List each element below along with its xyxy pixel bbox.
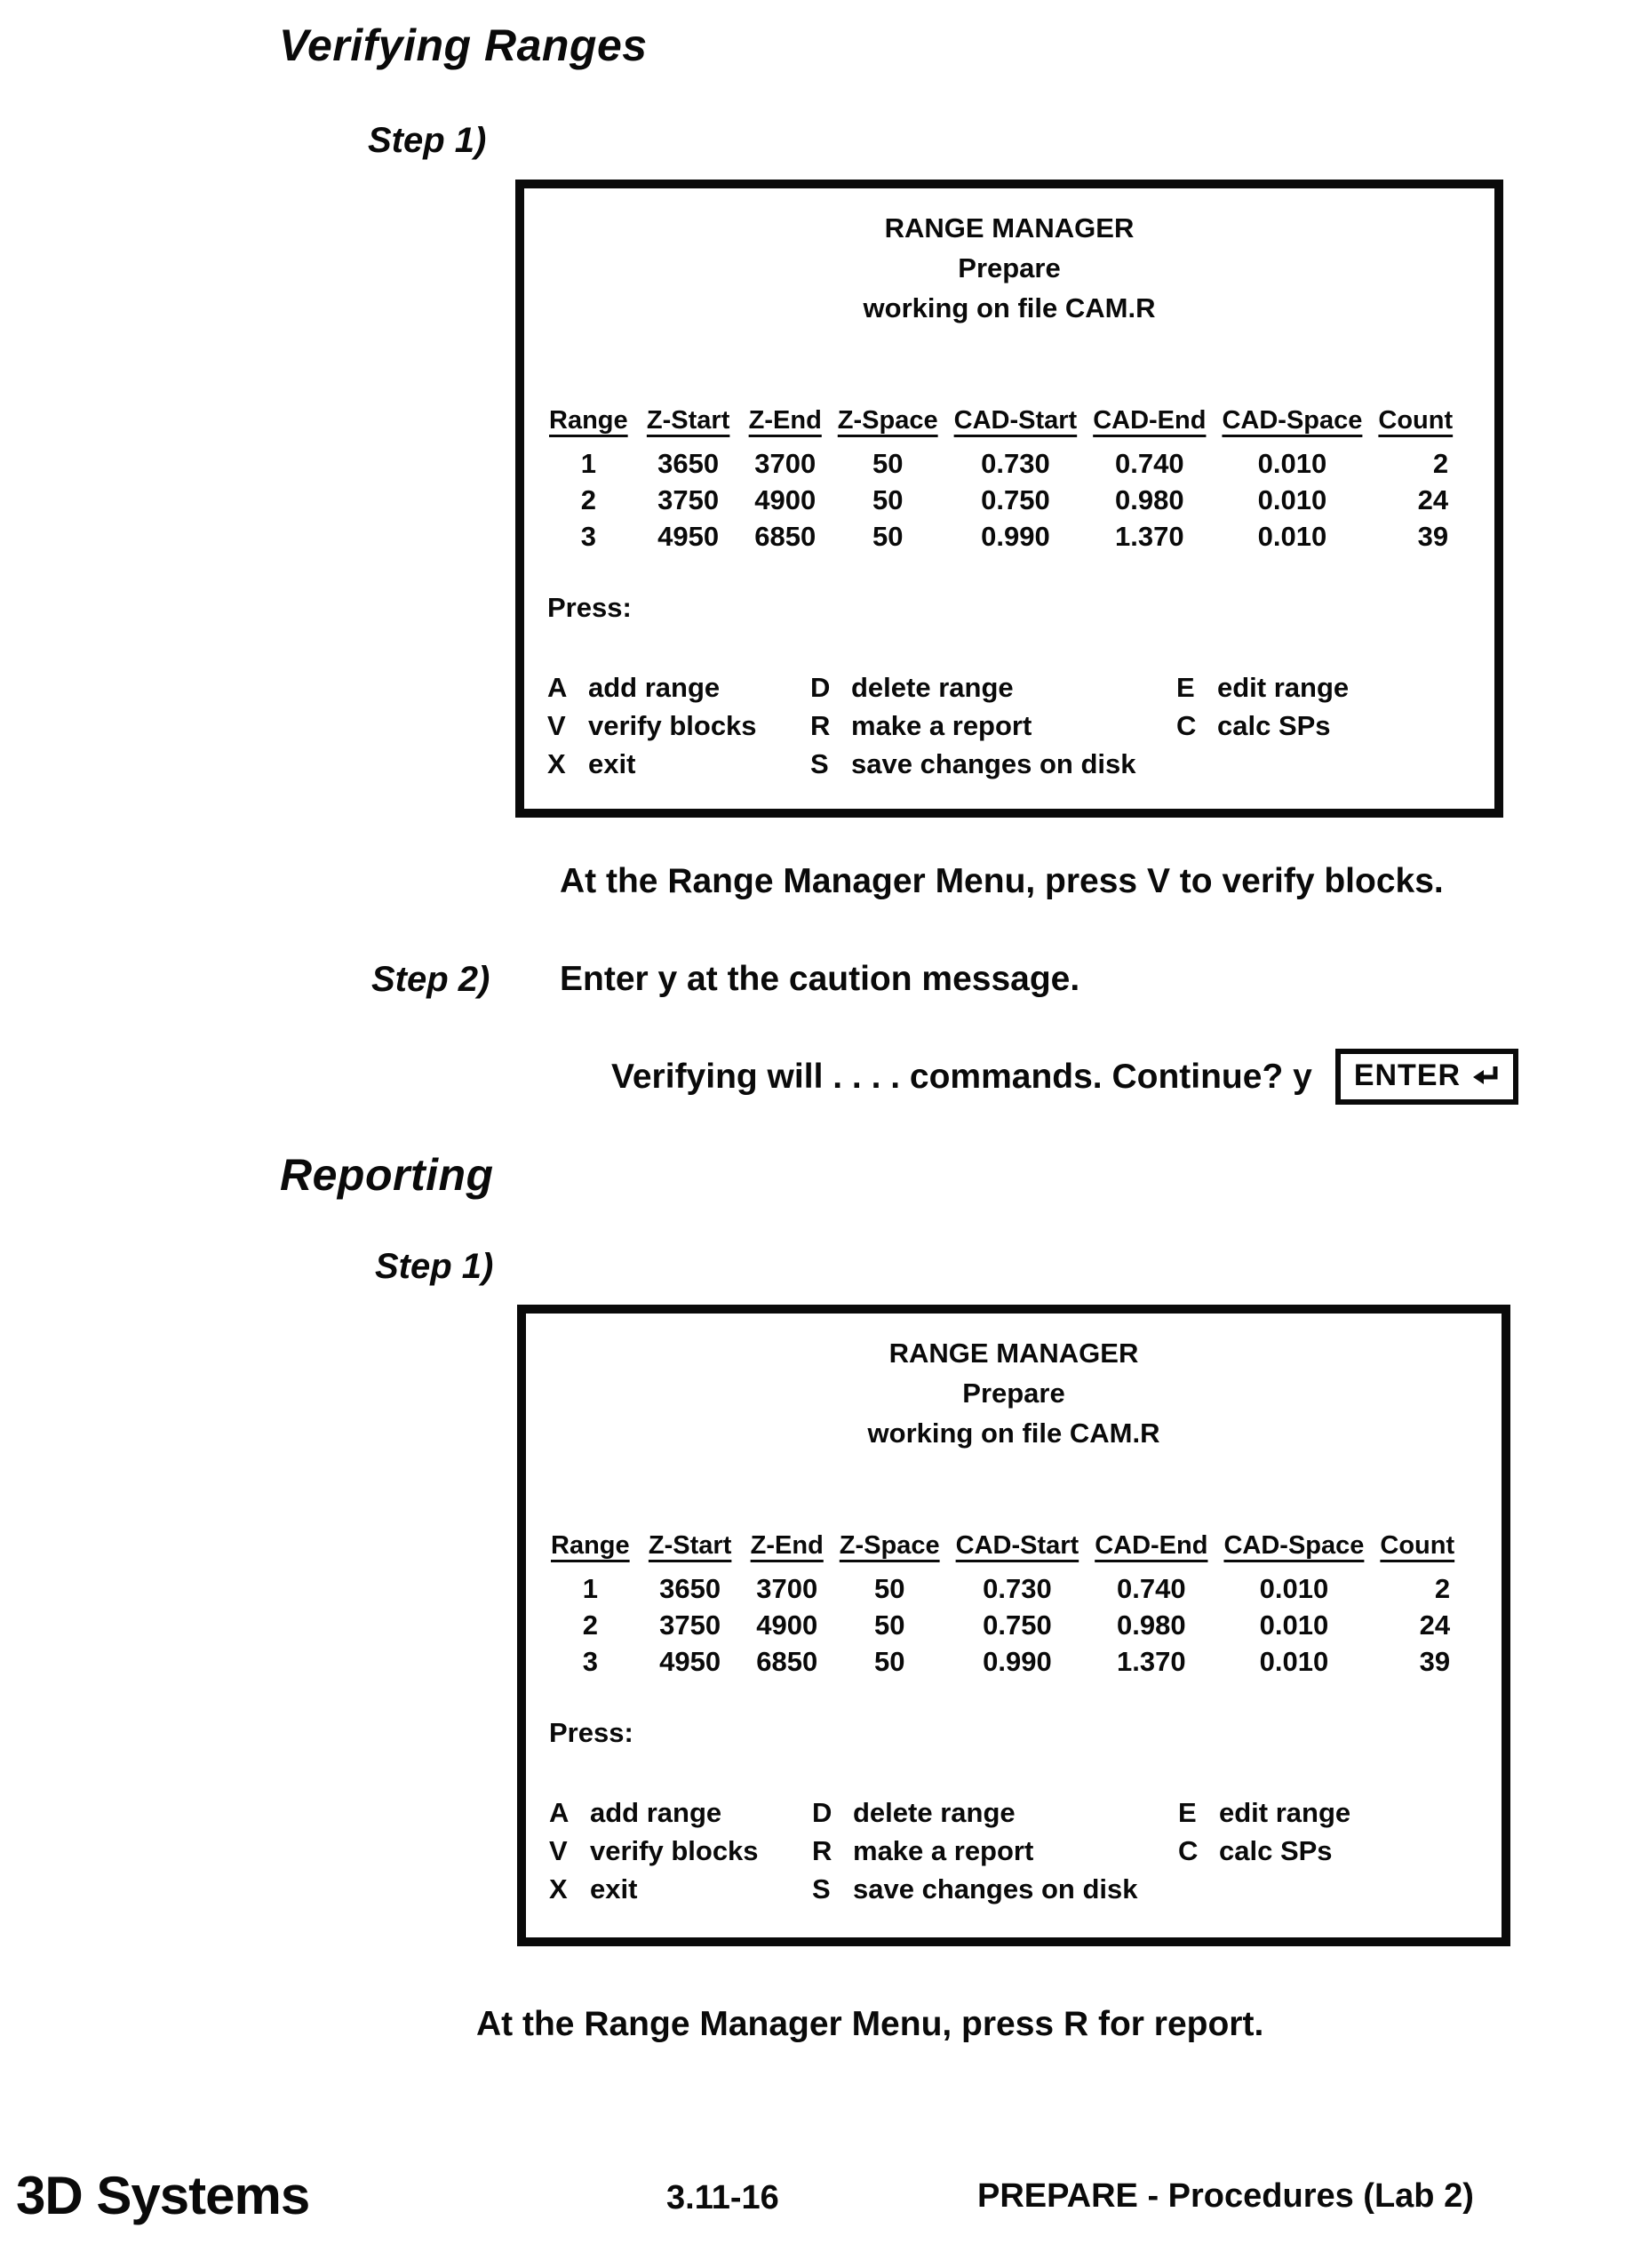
menu-key: R <box>810 710 831 741</box>
menu-item-exit <box>547 745 810 783</box>
menu-key: X <box>547 748 566 779</box>
screen-title <box>526 1314 1502 1453</box>
table-cell: 3650 <box>657 447 720 479</box>
range-manager-screen-1 <box>515 180 1503 818</box>
section-title-verifying-ranges: Verifying Ranges <box>279 20 648 70</box>
table-cell: 3 <box>580 520 596 552</box>
press-label: Press: <box>549 1717 633 1748</box>
range-manager-screen-2 <box>517 1305 1510 1946</box>
table-cell: 0.010 <box>1257 483 1327 515</box>
table-cell: 50 <box>873 1645 905 1677</box>
table-cell: 50 <box>872 483 904 515</box>
table-cell: 2 <box>580 483 596 515</box>
table-cell: 0.010 <box>1259 1645 1329 1677</box>
screen-title-line-3: working on file CAM.R <box>867 1418 1160 1449</box>
table-cell: 0.740 <box>1117 1572 1186 1604</box>
menu-label: delete range <box>851 672 1014 703</box>
menu-item-calc-sps <box>1176 707 1494 745</box>
table-cell: 3700 <box>756 1572 818 1604</box>
menu-label: make a report <box>853 1835 1034 1866</box>
table-cell: 3750 <box>659 1609 721 1641</box>
table-cell: 3750 <box>657 483 720 515</box>
menu-label: add range <box>590 1797 722 1828</box>
column-header-count: Count <box>1378 406 1454 435</box>
step-2-text: Enter y at the caution message. <box>560 960 1080 998</box>
screen-title-line-1: RANGE MANAGER <box>884 212 1135 244</box>
menu-label: verify blocks <box>590 1835 759 1866</box>
column-header-cad-end: CAD-End <box>1095 1531 1208 1560</box>
table-cell: 0.740 <box>1115 447 1184 479</box>
caption-press-r: At the Range Manager Menu, press R for report. <box>476 2005 1264 2043</box>
table-cell: 24 <box>1419 1609 1451 1641</box>
table-cell: 0.990 <box>983 1645 1052 1677</box>
command-menu <box>549 1793 1502 1908</box>
table-cell: 0.750 <box>981 483 1050 515</box>
table-cell: 0.010 <box>1257 447 1327 479</box>
table-cell: 4950 <box>657 520 720 552</box>
table-row <box>549 482 1453 518</box>
screen-title-line-2: Prepare <box>962 1378 1065 1409</box>
menu-key: X <box>549 1873 568 1905</box>
table-cell: 50 <box>872 520 904 552</box>
menu-label: edit range <box>1219 1797 1351 1828</box>
table-cell: 1.370 <box>1115 520 1184 552</box>
column-header-cad-space: CAD-Space <box>1223 1531 1365 1560</box>
caution-prompt-row <box>611 1049 1518 1105</box>
table-cell: 24 <box>1417 483 1449 515</box>
table-cell: 2 <box>582 1609 598 1641</box>
menu-item-save-changes <box>812 1870 1178 1908</box>
column-header-cad-start: CAD-Start <box>953 406 1078 435</box>
table-cell: 6850 <box>756 1645 818 1677</box>
table-header-row <box>549 406 1453 445</box>
table-cell: 1 <box>580 447 596 479</box>
menu-item-edit-range <box>1178 1793 1502 1832</box>
table-cell: 2 <box>1434 1572 1451 1604</box>
table-cell: 50 <box>873 1572 905 1604</box>
menu-item-delete-range <box>812 1793 1178 1832</box>
table-cell: 4900 <box>756 1609 818 1641</box>
menu-key: A <box>547 672 568 703</box>
menu-item-verify-blocks <box>547 707 810 745</box>
screen-title-line-2: Prepare <box>958 252 1061 284</box>
table-cell: 0.980 <box>1115 483 1184 515</box>
menu-item-save-changes <box>810 745 1176 783</box>
column-header-z-end: Z-End <box>748 406 822 435</box>
table-cell: 2 <box>1432 447 1449 479</box>
table-cell: 0.010 <box>1257 520 1327 552</box>
table-cell: 3 <box>582 1645 598 1677</box>
screen-title <box>524 188 1494 328</box>
command-menu <box>547 668 1494 783</box>
table-cell: 50 <box>872 447 904 479</box>
footer-brand: 3D Systems <box>16 2166 310 2225</box>
menu-label: calc SPs <box>1219 1835 1333 1866</box>
menu-key: E <box>1176 672 1195 703</box>
column-header-range: Range <box>551 1531 630 1560</box>
table-cell: 0.010 <box>1259 1572 1329 1604</box>
table-cell: 1 <box>582 1572 598 1604</box>
menu-key: V <box>549 1835 568 1866</box>
footer-doc-title: PREPARE - Procedures (Lab 2) <box>977 2177 1474 2215</box>
ranges-table <box>535 1531 1470 1680</box>
menu-label: delete range <box>853 1797 1016 1828</box>
return-arrow-icon <box>1471 1064 1500 1089</box>
table-cell: 1.370 <box>1117 1645 1186 1677</box>
caution-prompt-text: Verifying will . . . . commands. Continue? y <box>611 1057 1312 1096</box>
column-header-z-start: Z-Start <box>646 406 730 435</box>
menu-key: V <box>547 710 566 741</box>
menu-key: D <box>810 672 831 703</box>
menu-item-add-range <box>547 668 810 707</box>
table-cell: 6850 <box>754 520 817 552</box>
table-row <box>549 445 1453 482</box>
menu-key: E <box>1178 1797 1197 1828</box>
column-header-count: Count <box>1380 1531 1455 1560</box>
table-cell: 4950 <box>659 1645 721 1677</box>
table-row <box>551 1570 1454 1607</box>
press-label: Press: <box>547 592 632 623</box>
footer-page-number: 3.11-16 <box>666 2179 779 2216</box>
enter-key-label: ENTER <box>1353 1058 1462 1092</box>
column-header-z-start: Z-Start <box>648 1531 732 1560</box>
step-1-label-verifying: Step 1) <box>368 121 487 160</box>
table-cell: 0.010 <box>1259 1609 1329 1641</box>
menu-item-make-report <box>810 707 1176 745</box>
menu-key: A <box>549 1797 570 1828</box>
table-cell: 0.730 <box>983 1572 1052 1604</box>
menu-label: verify blocks <box>588 710 757 741</box>
menu-key: C <box>1178 1835 1199 1866</box>
menu-key: D <box>812 1797 832 1828</box>
table-row <box>549 518 1453 555</box>
column-header-cad-start: CAD-Start <box>955 1531 1079 1560</box>
step-1-label-reporting: Step 1) <box>375 1247 494 1286</box>
ranges-table <box>533 406 1469 555</box>
menu-label: calc SPs <box>1217 710 1331 741</box>
table-cell: 39 <box>1417 520 1449 552</box>
table-cell: 39 <box>1419 1645 1451 1677</box>
table-cell: 0.730 <box>981 447 1050 479</box>
table-cell: 3700 <box>754 447 817 479</box>
column-header-z-end: Z-End <box>750 1531 824 1560</box>
table-cell: 50 <box>873 1609 905 1641</box>
table-header-row <box>551 1531 1454 1570</box>
menu-label: save changes on disk <box>851 748 1136 779</box>
menu-key: S <box>810 748 829 779</box>
menu-key: C <box>1176 710 1197 741</box>
table-cell: 3650 <box>659 1572 721 1604</box>
section-title-reporting: Reporting <box>280 1150 494 1200</box>
menu-item-exit <box>549 1870 812 1908</box>
menu-item-make-report <box>812 1832 1178 1870</box>
column-header-z-space: Z-Space <box>839 1531 940 1560</box>
screen-title-line-1: RANGE MANAGER <box>888 1338 1139 1369</box>
menu-item-delete-range <box>810 668 1176 707</box>
menu-item-add-range <box>549 1793 812 1832</box>
table-cell: 0.750 <box>983 1609 1052 1641</box>
column-header-cad-end: CAD-End <box>1093 406 1207 435</box>
enter-key <box>1335 1049 1518 1105</box>
column-header-z-space: Z-Space <box>837 406 938 435</box>
caption-press-v: At the Range Manager Menu, press V to verify blocks. <box>560 862 1444 900</box>
column-header-cad-space: CAD-Space <box>1222 406 1363 435</box>
column-header-range: Range <box>549 406 628 435</box>
menu-label: save changes on disk <box>853 1873 1138 1905</box>
menu-label: make a report <box>851 710 1032 741</box>
menu-key: S <box>812 1873 831 1905</box>
menu-key: R <box>812 1835 832 1866</box>
menu-label: exit <box>588 748 636 779</box>
table-cell: 0.980 <box>1117 1609 1186 1641</box>
menu-item-calc-sps <box>1178 1832 1502 1870</box>
menu-label: edit range <box>1217 672 1350 703</box>
menu-item-verify-blocks <box>549 1832 812 1870</box>
table-row <box>551 1643 1454 1680</box>
step-2-label: Step 2) <box>371 960 490 999</box>
menu-label: exit <box>590 1873 638 1905</box>
table-row <box>551 1607 1454 1643</box>
menu-label: add range <box>588 672 721 703</box>
screen-title-line-3: working on file CAM.R <box>863 292 1156 323</box>
table-cell: 4900 <box>754 483 817 515</box>
menu-item-edit-range <box>1176 668 1494 707</box>
table-cell: 0.990 <box>981 520 1050 552</box>
